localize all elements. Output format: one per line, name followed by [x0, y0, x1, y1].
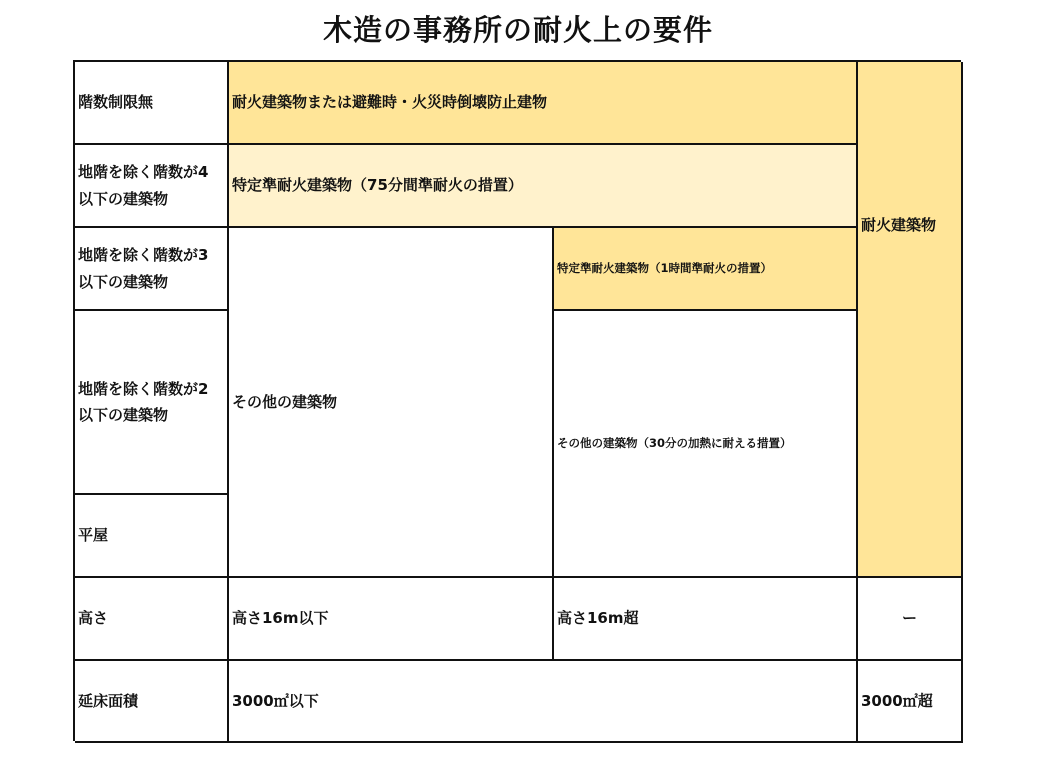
cell-height-high — [554, 578, 858, 661]
cell-fireproof-building — [858, 62, 963, 578]
cell-text: ー — [901, 609, 917, 628]
row-label-unlimited — [75, 62, 229, 145]
row-label-floors4 — [75, 145, 229, 228]
cell-text: その他の建築物 — [232, 392, 338, 411]
cell-other-tall — [554, 311, 858, 578]
row-label-floors3 — [75, 228, 229, 311]
cell-other-low — [229, 228, 554, 578]
cell-floors4-requirement — [229, 145, 858, 228]
cell-text: 特定準耐火建築物（75分間準耐火の措置） — [232, 176, 523, 195]
page-title: 木造の事務所の耐火上の要件 — [322, 13, 713, 47]
cell-text: 3000㎡以下 — [232, 691, 319, 710]
cell-text: 特定準耐火建築物（1時間準耐火の措置） — [557, 261, 772, 276]
row-label-text: 延床面積 — [78, 691, 139, 710]
row-label-text: 階数制限無 — [78, 93, 154, 112]
row-label-text: 地階を除く階数が4以下の建築物 — [78, 163, 209, 208]
cell-text: その他の建築物（30分の加熱に耐える措置） — [557, 436, 792, 451]
row-label-floor-area — [75, 661, 229, 743]
cell-area-low — [229, 661, 858, 743]
requirements-table — [73, 60, 961, 741]
row-label-single — [75, 495, 229, 578]
row-label-text: 高さ — [78, 609, 109, 628]
row-label-height — [75, 578, 229, 661]
row-label-text: 平屋 — [78, 526, 109, 545]
row-label-text: 地階を除く階数が2以下の建築物 — [78, 379, 209, 424]
cell-height-low — [229, 578, 554, 661]
cell-text: 耐火建築物 — [861, 215, 937, 234]
cell-text: 高さ16m超 — [557, 609, 639, 628]
cell-area-high — [858, 661, 963, 743]
cell-height-na — [858, 578, 963, 661]
cell-text: 高さ16m以下 — [232, 609, 329, 628]
cell-text: 3000㎡超 — [861, 691, 933, 710]
cell-text: 耐火建築物または避難時・火災時倒壊防止建物 — [232, 93, 548, 112]
row-label-text: 地階を除く階数が3以下の建築物 — [78, 246, 209, 291]
row-label-floors2 — [75, 311, 229, 495]
cell-floors3-tall-requirement — [554, 228, 858, 311]
cell-unlimited-requirement — [229, 62, 858, 145]
